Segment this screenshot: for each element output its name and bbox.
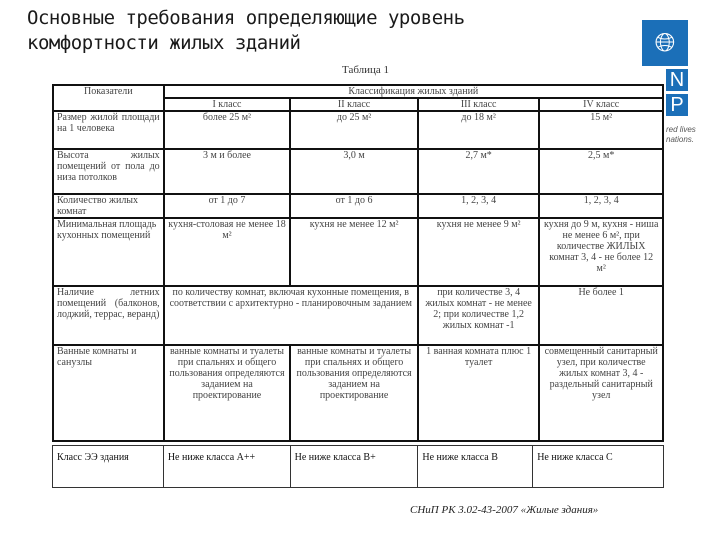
row-label: Высота жилых помещений от пола до низа потолков [53, 149, 164, 194]
cell: 1, 2, 3, 4 [418, 194, 540, 218]
table-row [53, 111, 663, 149]
tagline-line: red lives [666, 125, 696, 134]
header-classification: Классификация жилых зданий [164, 85, 663, 98]
cell: Не ниже класса А++ [163, 446, 290, 488]
cell: кухня-столовая не менее 18 м² [164, 218, 291, 286]
cell: до 18 м² [418, 111, 540, 149]
header-class: III класс [418, 98, 540, 111]
cell: при количестве 3, 4 жилых комнат - не менее 2; при количестве 1,2 жилых комнат -1 [418, 286, 540, 345]
cell: кухня не менее 9 м² [418, 218, 540, 286]
table-row [53, 194, 663, 218]
cell: Не ниже класса В+ [290, 446, 418, 488]
cell: от 1 до 6 [290, 194, 418, 218]
cell: 1, 2, 3, 4 [539, 194, 663, 218]
table-row [53, 446, 664, 488]
tagline-line: nations. [666, 135, 695, 144]
title-line-2: комфортности жилых зданий [27, 32, 301, 54]
un-emblem-icon: 🌐︎ [642, 20, 688, 66]
source-reference: СНиП РК 3.02-43-2007 «Жилые здания» [410, 504, 599, 516]
table-row [53, 149, 663, 194]
cell: 2,5 м* [539, 149, 663, 194]
energy-label: Класс ЭЭ здания [53, 446, 164, 488]
cell: 15 м² [539, 111, 663, 149]
slide-title [27, 6, 465, 56]
cell: Не более 1 [539, 286, 663, 345]
logo-letter: N [666, 69, 688, 91]
logo-letter: P [666, 94, 688, 116]
cell: от 1 до 7 [164, 194, 291, 218]
merged-cell: по количеству комнат, включая кухонные помещения, в соответствии с архитектурно - планировочным заданием [164, 286, 418, 345]
header-class: IV класс [539, 98, 663, 111]
header-class: I класс [164, 98, 291, 111]
table-row [53, 286, 663, 345]
row-label: Размер жилой площади на 1 человека [53, 111, 164, 149]
energy-class-table [52, 445, 664, 488]
cell: 3,0 м [290, 149, 418, 194]
cell: 1 ванная комната плюс 1 туалет [418, 345, 540, 441]
cell: 2,7 м* [418, 149, 540, 194]
cell: совмещенный санитарный узел, при количестве жилых комнат 3, 4 - раздельный санитарный узел [539, 345, 663, 441]
row-label: Ванные комнаты и санузлы [53, 345, 164, 441]
table-caption: Таблица 1 [342, 64, 390, 76]
cell: Не ниже класса С [533, 446, 664, 488]
cell: кухня не менее 12 м² [290, 218, 418, 286]
header-class: II класс [290, 98, 418, 111]
cell: ванные комнаты и туалеты при спальнях и общего пользования определяются заданием на проектирование [164, 345, 291, 441]
table-row [53, 345, 663, 441]
header-indicators: Показатели [53, 85, 164, 111]
row-label: Количество жилых комнат [53, 194, 164, 218]
cell: кухня до 9 м, кухня - ниша не менее 6 м², при количестве ЖИЛЫХ комнат 3, 4 - не более 12 м² [539, 218, 663, 286]
table-row [53, 218, 663, 286]
cell: ванные комнаты и туалеты при спальнях и общего пользования определяются заданием на проектирование [290, 345, 418, 441]
row-label: Минимальная площадь кухонных помещений [53, 218, 164, 286]
logo-tagline [666, 125, 696, 145]
cell: Не ниже класса В [418, 446, 533, 488]
cell: до 25 м² [290, 111, 418, 149]
requirements-table [52, 84, 664, 442]
cell: 3 м и более [164, 149, 291, 194]
cell: более 25 м² [164, 111, 291, 149]
row-label: Наличие летних помещений (балконов, лоджий, террас, веранд) [53, 286, 164, 345]
title-line-1: Основные требования определяющие уровень [27, 7, 465, 29]
